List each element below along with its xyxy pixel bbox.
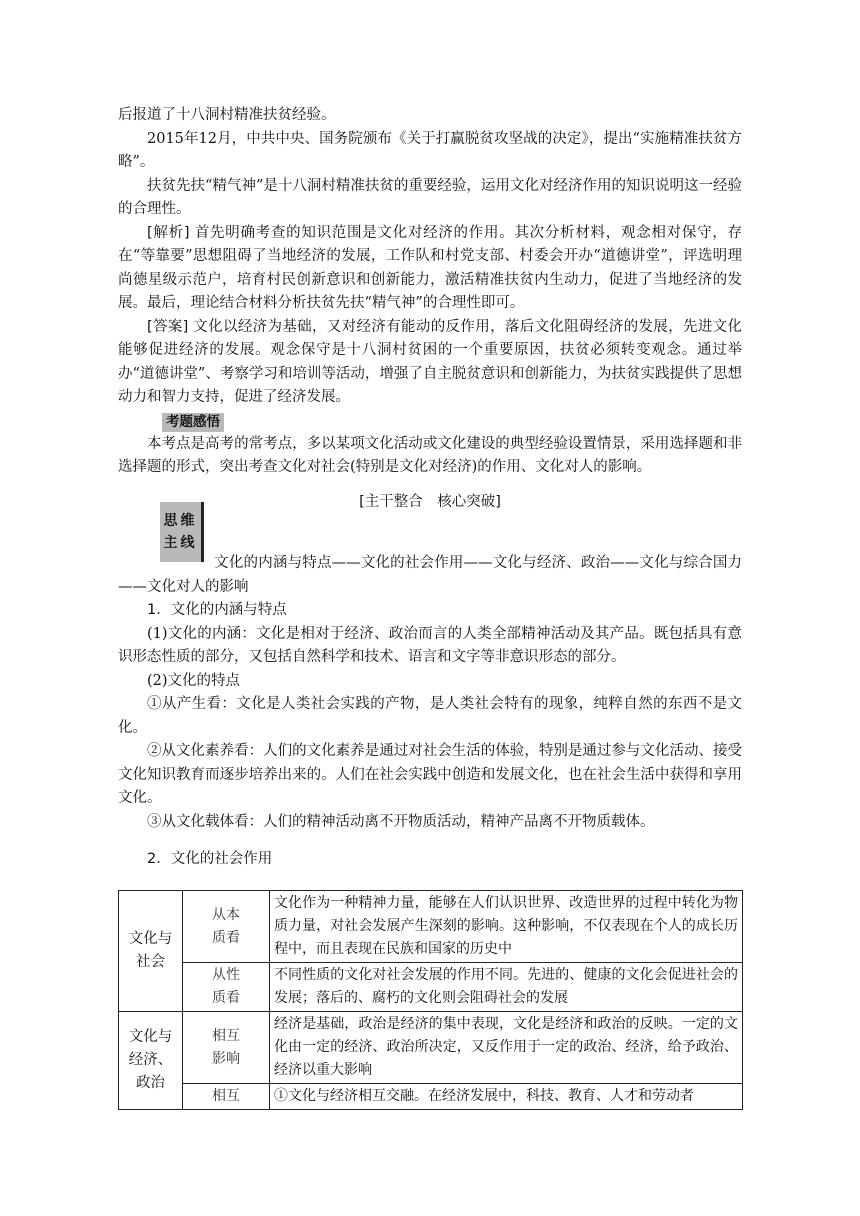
row-label-line: 相互 xyxy=(212,1088,240,1104)
intro-block xyxy=(118,104,742,480)
section2 xyxy=(118,848,742,872)
culture-role-table xyxy=(118,890,743,1110)
table-row xyxy=(119,1012,743,1084)
insight-text: 本考点是高考的常考点，多以某项文化活动或文化建设的典型经验设置情景，采用选择题和非选择题的形式，突出考查文化对社会(特别是文化对经济)的作用、文化对人的影响。 xyxy=(118,435,742,475)
question-text: 扶贫先扶“精气神”是十八洞村精准扶贫的重要经验，运用文化对经济作用的知识说明这一经验的合理性。 xyxy=(118,177,742,217)
section2-heading: 2．文化的社会作用 xyxy=(147,851,273,867)
row-label-line: 影响 xyxy=(212,1050,240,1067)
section1-p4: ②从文化素养看：人们的文化素养是通过对社会生活的体验，特别是通过参与文化活动、接受文化知识教育而逐步培养出来的。人们在社会实践中创造和发展文化，也在社会生活中获得和享用文化。 xyxy=(118,743,742,806)
row-text-nature: 不同性质的文化对社会发展的作用不同。先进的、健康的文化会促进社会的发展；落后的、腐朽的文化则会阻碍社会的发展 xyxy=(270,963,743,1012)
answer-tag: [答案] xyxy=(147,318,189,335)
section-title: [主干整合 核心突破] xyxy=(359,494,501,510)
section1-p2: (2)文化的特点 xyxy=(147,672,241,689)
insight-label-row xyxy=(118,412,742,433)
mainline-text xyxy=(118,552,742,599)
row-label-nature xyxy=(183,963,270,1012)
row-text-mutual-influence: 经济是基础，政治是经济的集中表现，文化是经济和政治的反映。一定的文化由一定的经济、政治所决定，又反作用于一定的政治、经济，给予政治、经济以重大影响 xyxy=(270,1012,743,1084)
group-culture-society xyxy=(119,891,183,1012)
analysis-tag: [解析] xyxy=(147,224,190,241)
row-text-mutual: ①文化与经济相互交融。在经济发展中，科技、教育、人才和劳动者 xyxy=(270,1084,743,1110)
analysis-paragraph xyxy=(118,222,742,316)
answer-text: 文化以经济为基础，又对经济有能动的反作用，落后文化阻碍经济的发展，先进文化能够促进经济的发展。观念保守是十八洞村贫困的一个重要原因，扶贫必须转变观念。通过举办“道德讲堂”、考察学习和培训等活动，增强了自主脱贫意识和创新能力，为扶贫实践提供了思想动力和智力支持，促进了经济发展。 xyxy=(118,318,742,405)
table-row xyxy=(119,891,743,963)
analysis-text: 首先明确考查的知识范围是文化对经济的作用。其次分析材料，观念相对保守，存在“等靠要”思想阻碍了当地经济的发展，工作队和村党支部、村委会开办“道德讲堂”，评选明理尚德星级示范户，培育村民创新意识和创新能力，激活精准扶贫内生动力，促进了当地经济的发展。最后，理论结合材料分析扶贫先扶“精气神”的合理性即可。 xyxy=(118,224,743,311)
table-row xyxy=(119,963,743,1012)
row-label-mutual-influence xyxy=(183,1012,270,1084)
row-label-line: 从性 xyxy=(212,967,240,983)
row-label-line: 质看 xyxy=(212,990,240,1006)
mainline-label-line2: 主线 xyxy=(163,535,198,551)
answer-paragraph xyxy=(118,316,742,410)
group-label-line: 经济、 xyxy=(128,1052,173,1068)
row-label-line: 相互 xyxy=(212,1027,240,1044)
group-culture-economy-politics xyxy=(119,1012,183,1110)
insight-label: 考题感悟 xyxy=(162,413,224,432)
section1-p5: ③从文化载体看：人们的精神活动离不开物质活动，精神产品离不开物质载体。 xyxy=(147,813,655,830)
group-label-line: 社会 xyxy=(136,954,165,970)
table-row xyxy=(119,1084,743,1110)
row-label-line: 质看 xyxy=(212,929,240,946)
intro-paragraph: 2015年12月，中共中央、国务院颁布《关于打赢脱贫攻坚战的决定》，提出“实施精准扶贫方略”。 xyxy=(118,130,742,170)
section1-p1: (1)文化的内涵：文化是相对于经济、政治而言的人类全部精神活动及其产品。既包括具有意识形态性质的部分，又包括自然科学和技术、语言和文字等非意识形态的部分。 xyxy=(118,625,742,665)
row-label-mutual xyxy=(183,1084,270,1110)
mainline-label-line1: 思维 xyxy=(163,513,198,529)
group-label-line: 文化与 xyxy=(128,1029,173,1045)
group-label-line: 政治 xyxy=(136,1075,165,1091)
group-label-line: 文化与 xyxy=(128,931,173,947)
row-text-essence: 文化作为一种精神力量，能够在人们认识世界、改造世界的过程中转化为物质力量，对社会发展产生深刻的影响。这种影响，不仅表现在个人的成长历程中，而且表现在民族和国家的历史中 xyxy=(270,891,743,963)
row-label-line: 从本 xyxy=(212,906,240,923)
section1-heading: 1．文化的内涵与特点 xyxy=(147,602,287,618)
section1-p3: ①从产生看：文化是人类社会实践的产物，是人类社会特有的现象，纯粹自然的东西不是文化。 xyxy=(118,696,742,736)
main-content xyxy=(118,552,742,834)
row-label-essence xyxy=(183,891,270,963)
intro-continuation: 后报道了十八洞村精准扶贫经验。 xyxy=(118,107,336,123)
mainline-text-content: 文化的内涵与特点——文化的社会作用——文化与经济、政治——文化与综合国力——文化对人的影响 xyxy=(118,555,742,595)
